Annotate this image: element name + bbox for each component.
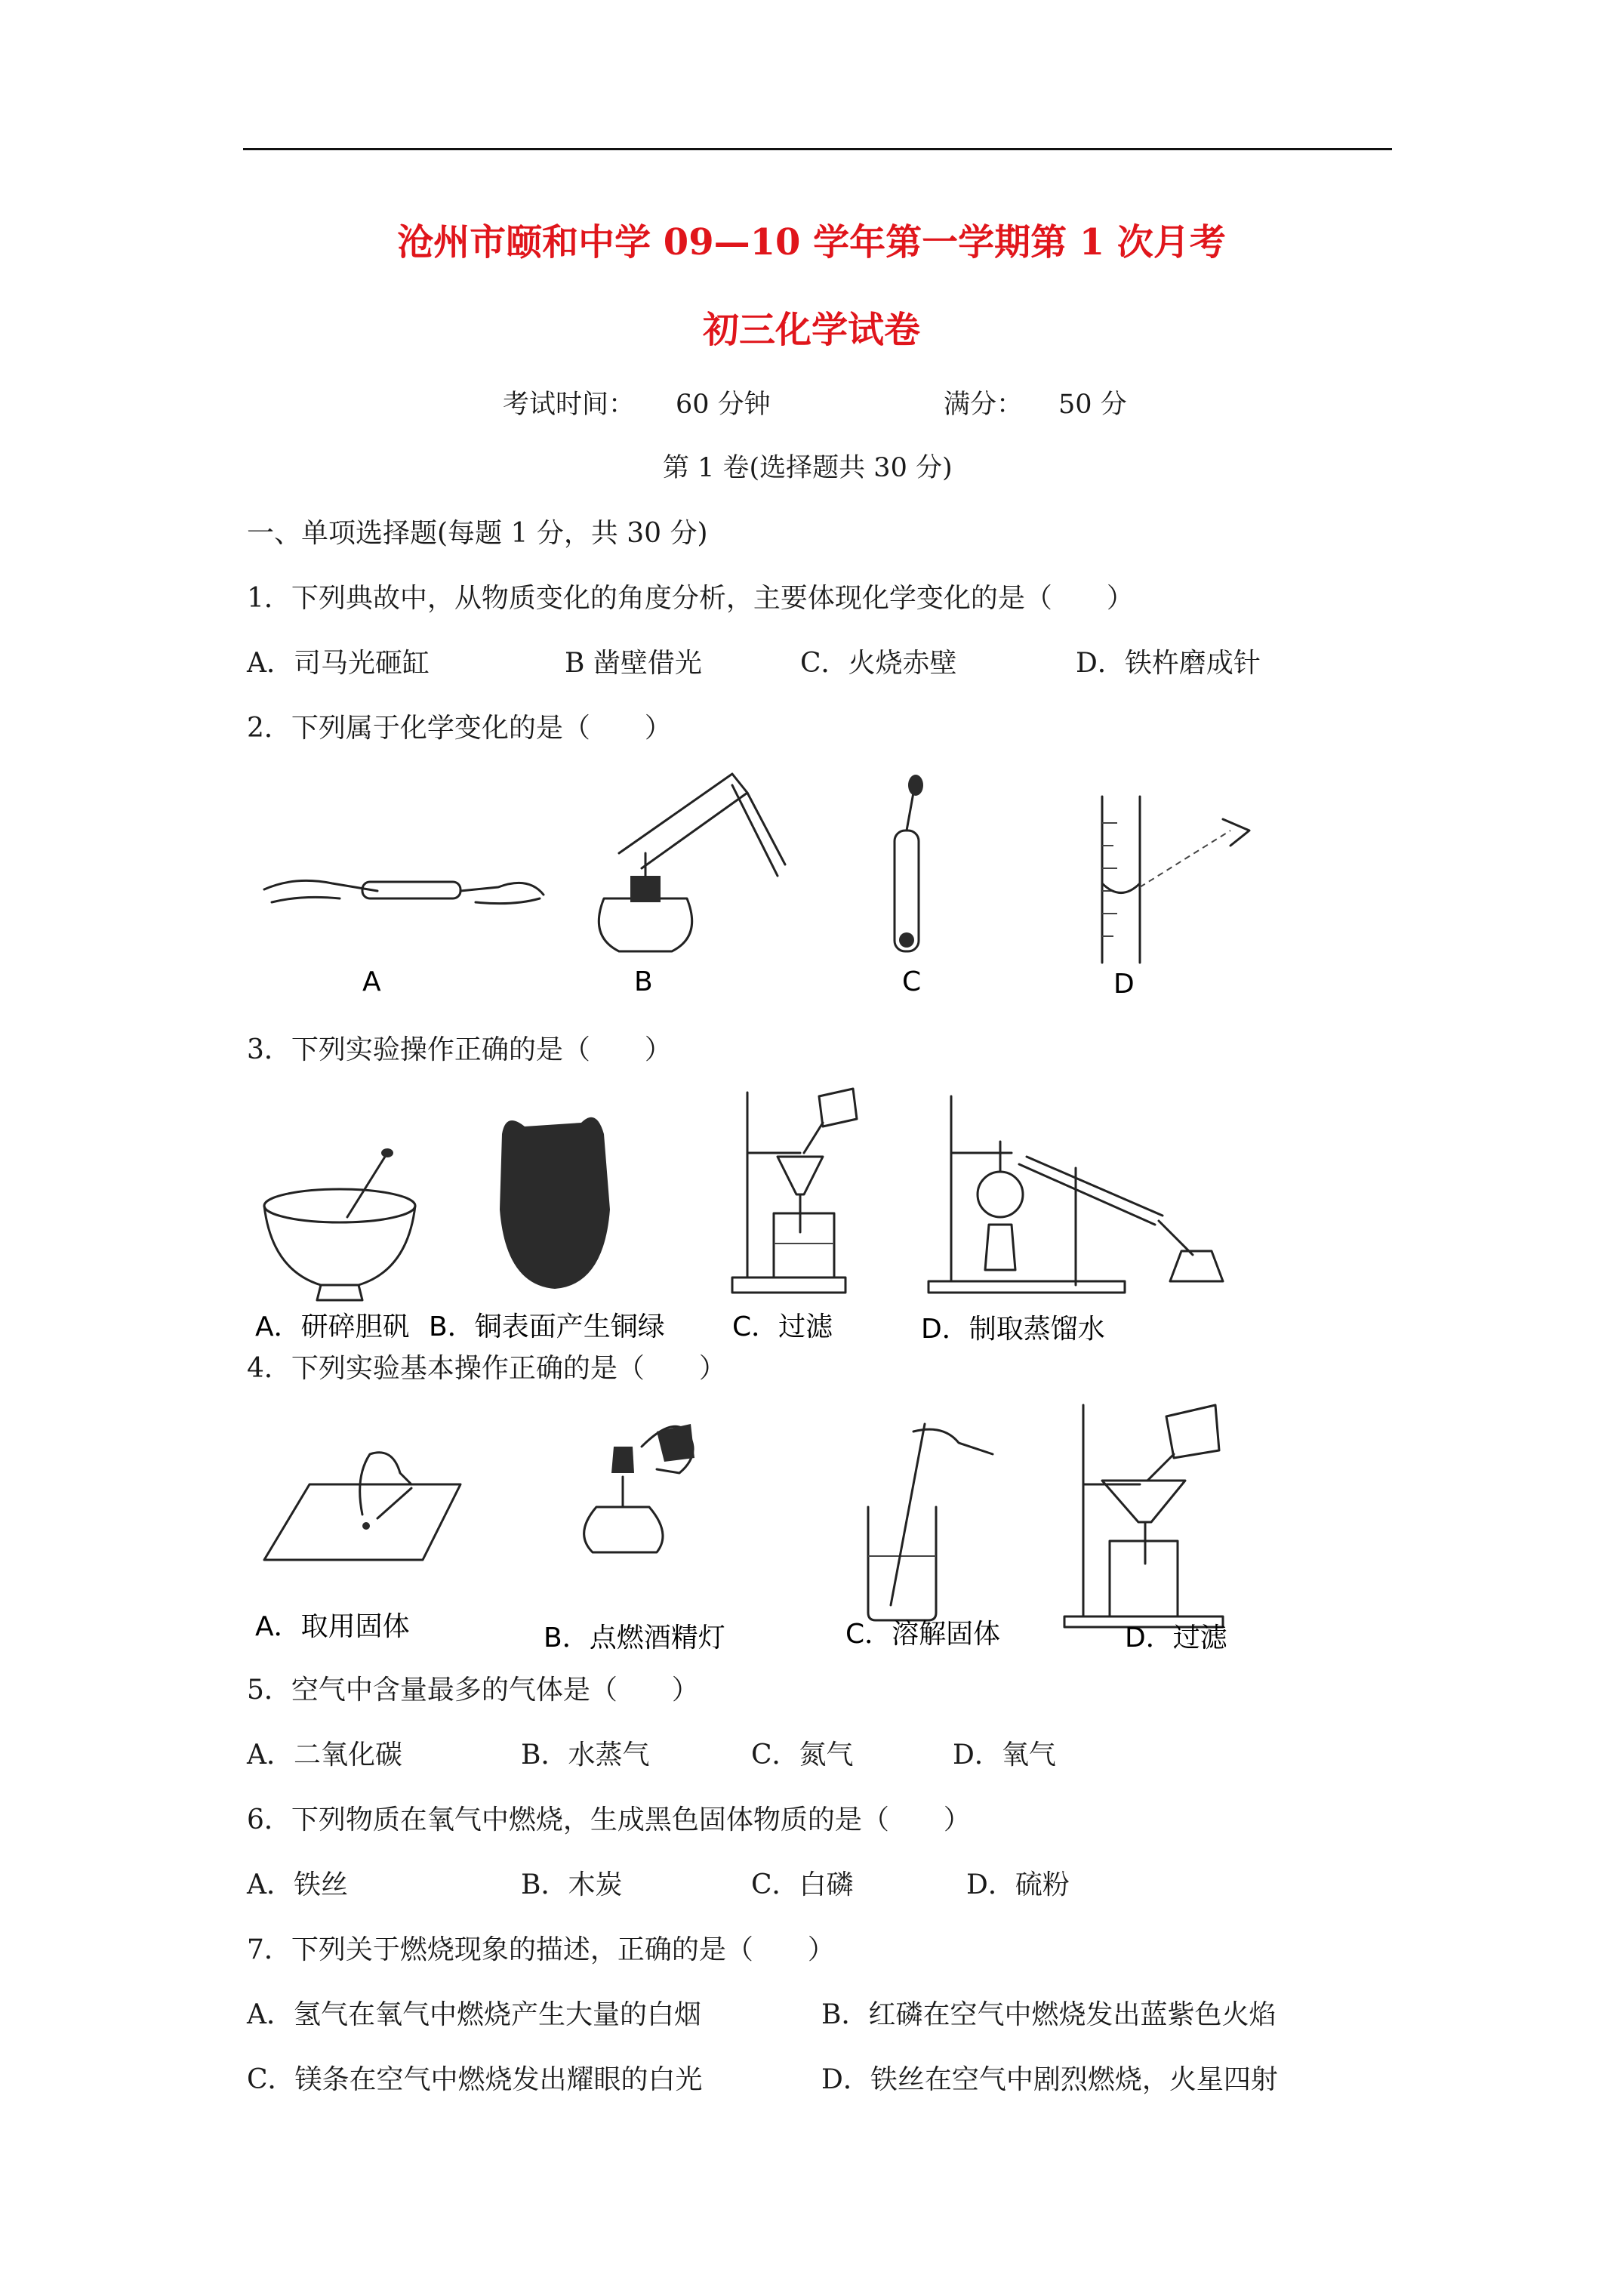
q6-option-c: C．白磷 — [751, 1869, 854, 1900]
full-score-value: 50 分 — [1058, 390, 1127, 420]
q3-figures — [249, 1081, 1261, 1345]
q7-option-b: B．红磷在空气中燃烧发出蓝紫色火焰 — [821, 1999, 1277, 2030]
q2-figures — [249, 763, 1261, 1004]
q4-fig-a-take-solid — [264, 1453, 460, 1560]
q1-option-a: A．司马光砸缸 — [247, 648, 430, 679]
q2-fig-b-alcohol-lamp — [599, 774, 785, 951]
q4-label-a: A．取用固体 — [255, 1611, 410, 1642]
q3-figure-strip — [249, 1081, 1261, 1345]
q2-fig-d-graduated-cylinder — [1102, 797, 1249, 963]
q4-label-d: D．过滤 — [1125, 1623, 1227, 1653]
q4-fig-d-filtration — [1064, 1405, 1223, 1627]
question-6-stem: 6．下列物质在氧气中燃烧，生成黑色固体物质的是（ ） — [247, 1804, 971, 1835]
q6-option-d: D．硫粉 — [966, 1869, 1070, 1900]
q1-option-b: B 凿壁借光 — [565, 648, 702, 679]
q2-fig-c-test-tube — [895, 775, 923, 951]
q2-label-c: C — [902, 966, 922, 997]
q2-label-a: A — [362, 966, 381, 997]
exam-title: 沧州市颐和中学 09—10 学年第一学期第 1 次月考 — [397, 221, 1226, 264]
q5-option-c: C．氮气 — [751, 1740, 854, 1771]
q4-figures — [249, 1401, 1261, 1658]
q5-option-b: B．水蒸气 — [521, 1740, 650, 1771]
section-heading: 一、单项选择题(每题 1 分，共 30 分) — [247, 518, 708, 549]
q3-fig-c-filtration — [732, 1089, 857, 1293]
q3-label-a: A．研碎胆矾 — [255, 1311, 410, 1342]
q7-option-c: C．镁条在空气中燃烧发出耀眼的白光 — [247, 2064, 703, 2095]
exam-subtitle: 初三化学试卷 — [702, 309, 920, 351]
q7-option-d: D．铁丝在空气中剧烈燃烧，火星四射 — [821, 2064, 1278, 2095]
q4-label-b: B．点燃酒精灯 — [544, 1623, 725, 1653]
q4-label-c: C．溶解固体 — [845, 1619, 1001, 1650]
q3-fig-a-mortar — [264, 1148, 415, 1300]
q1-option-d: D．铁杵磨成针 — [1076, 648, 1261, 679]
exam-time-label: 考试时间： — [503, 390, 636, 420]
header-rule — [243, 148, 1392, 150]
q3-fig-d-distillation — [929, 1096, 1223, 1293]
q3-label-b: B．铜表面产生铜绿 — [429, 1311, 665, 1342]
q2-label-b: B — [634, 966, 653, 997]
exam-time-value: 60 分钟 — [676, 390, 771, 420]
q2-figure-strip — [249, 763, 1261, 1004]
question-3-stem: 3．下列实验操作正确的是（ ） — [247, 1034, 672, 1065]
question-7-stem: 7．下列关于燃烧现象的描述，正确的是（ ） — [247, 1934, 835, 1965]
q7-option-a: A．氢气在氧气中燃烧产生大量的白烟 — [247, 1999, 701, 2030]
full-score-label: 满分： — [944, 390, 1024, 420]
q1-option-c: C．火烧赤壁 — [800, 648, 957, 679]
q5-option-a: A．二氧化碳 — [247, 1740, 402, 1771]
q5-option-d: D．氧气 — [953, 1740, 1056, 1771]
q6-option-b: B．木炭 — [521, 1869, 623, 1900]
q2-fig-a-test-tube-heating — [264, 880, 544, 903]
q3-fig-b-copper — [500, 1117, 610, 1289]
q3-label-c: C．过滤 — [732, 1311, 833, 1342]
q6-option-a: A．铁丝 — [247, 1869, 348, 1900]
volume-heading: 第 1 卷(选择题共 30 分) — [663, 453, 953, 483]
q4-fig-c-dissolve — [868, 1424, 993, 1620]
q4-fig-b-light-lamp — [584, 1424, 694, 1552]
q3-label-d: D．制取蒸馏水 — [921, 1314, 1105, 1345]
question-5-stem: 5．空气中含量最多的气体是（ ） — [247, 1675, 699, 1706]
q2-label-d: D — [1113, 969, 1135, 1000]
question-2-stem: 2．下列属于化学变化的是（ ） — [247, 713, 672, 744]
q4-figure-strip — [249, 1401, 1261, 1658]
question-1-stem: 1．下列典故中，从物质变化的角度分析，主要体现化学变化的是（ ） — [247, 583, 1134, 614]
question-4-stem: 4．下列实验基本操作正确的是（ ） — [247, 1353, 726, 1384]
